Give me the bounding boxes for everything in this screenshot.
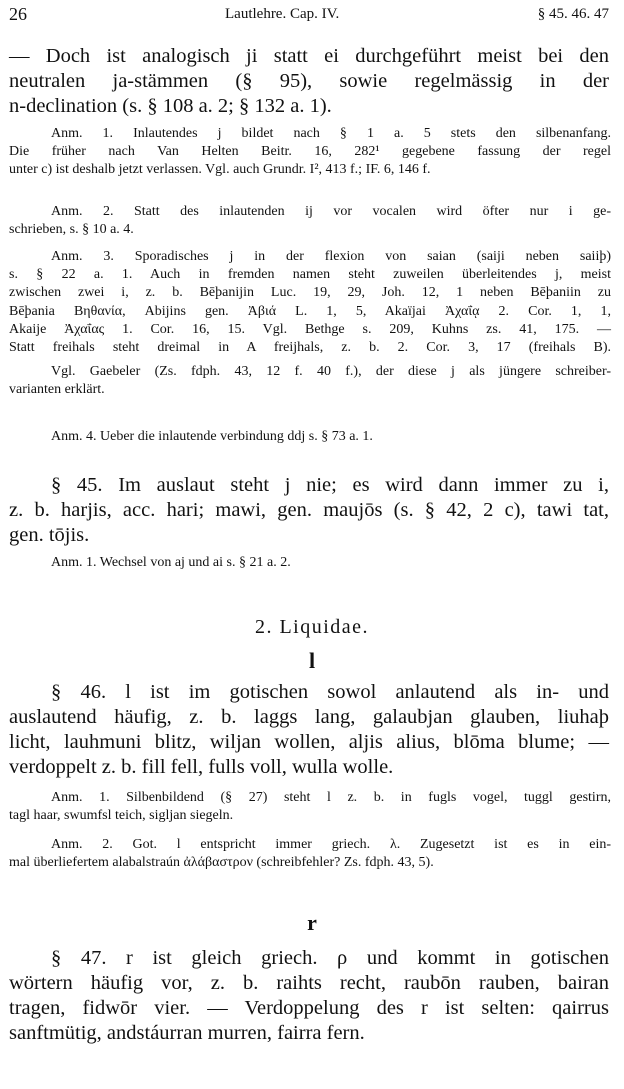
note-line: Anm. 4. Ueber die inlautende verbindung ddj s. § 73 a. 1. (51, 429, 373, 444)
text-line: z. b. harjis, acc. hari; mawi, gen. maujōs (s. § 42, 2 c), tawi tat, (9, 499, 609, 521)
note-line: Anm. 1. Silbenbildend (§ 27) steht l z. b. in fugls vogel, tuggl gestirn, (51, 790, 611, 805)
note-line: Bēþania Βηθανία, Abijins gen. Ἀβιά L. 1, 5, Akaïjai Ἀχαΐᾳ 2. Cor. 1, 1, (9, 303, 611, 319)
running-title: Lautlehre. Cap. IV. (225, 6, 340, 22)
text-line: neutralen ja-stämmen (§ 95), sowie regelmässig in der (9, 70, 609, 92)
section-47 (9, 946, 609, 1046)
text-line: — Doch ist analogisch ji statt ei durchgeführt meist bei den (9, 45, 609, 67)
note-line: varianten erklärt. (9, 382, 105, 398)
running-header (9, 4, 615, 28)
text-line: verdoppelt z. b. fill fell, fulls voll, wulla wolle. (9, 756, 394, 778)
note-line: Statt freihals steht dreimal in A freijhals, z. b. 2. Cor. 3, 17 (freihals B). (9, 340, 611, 356)
text-line: § 47. r ist gleich griech. ρ und kommt in gotischen (51, 947, 609, 969)
note-line: Anm. 2. Statt des inlautenden ij vor vocalen wird öfter nur i ge- (51, 204, 611, 219)
note-line: tagl haar, swumfsl teich, sigljan siegeln. (9, 808, 234, 824)
section-46-anm-1 (9, 789, 611, 825)
section-46 (9, 680, 609, 780)
anm-4 (9, 428, 611, 446)
section-45-anm-1 (9, 554, 611, 572)
text-line: sanftmütig, andstáurran murren, fairra fern. (9, 1022, 365, 1044)
text-line: § 46. l ist im gotischen sowol anlautend als in- und (51, 681, 609, 703)
section-46-anm-2 (9, 836, 611, 872)
text-line: auslautend häufig, z. b. laggs lang, galaubjan glauben, liuhaþ (9, 706, 609, 728)
note-line: Akaije Ἀχαΐας 1. Cor. 16, 15. Vgl. Bethge s. 209, Kuhns zs. 41, 175. — (9, 321, 611, 337)
text-line: tragen, fidwōr vier. — Verdoppelung des r ist selten: qairrus (9, 997, 609, 1019)
heading-l: l (308, 648, 316, 673)
intro-paragraph (9, 44, 609, 119)
text-line: wörtern häufig vor, z. b. raihts recht, raubōn rauben, bairan (9, 972, 609, 994)
note-line: s. § 22 a. 1. Auch in fremden namen steht zuweilen überleitendes j, meist (9, 267, 611, 283)
heading-liquidae: 2. Liquidae. (254, 616, 370, 638)
note-line: schrieben, s. § 10 a. 4. (9, 222, 134, 238)
note-line: Anm. 2. Got. l entspricht immer griech. λ. Zugesetzt ist es in ein- (51, 837, 611, 852)
text-line: licht, lauhmuni blitz, wiljan wollen, aljis alius, blōma blume; — (9, 731, 609, 753)
anm-2 (9, 203, 611, 239)
note-line: Die früher nach Van Helten Beitr. 16, 282¹ gegebene fassung der regel (9, 144, 611, 160)
heading-r: r (307, 910, 317, 935)
note-line: Anm. 1. Wechsel von aj und ai s. § 21 a. 2. (51, 555, 291, 570)
text-line: gen. tōjis. (9, 524, 90, 546)
note-line: Anm. 3. Sporadisches j in der flexion von saian (saiji neben saiiþ) (51, 249, 611, 264)
note-line: mal überliefertem alabalstraún ἀλάβαστρον (schreibfehler? Zs. fdph. 43, 5). (9, 855, 434, 871)
section-45 (9, 473, 609, 548)
anm-1 (9, 125, 611, 180)
section-range: § 45. 46. 47 (537, 6, 609, 22)
note-line: Anm. 1. Inlautendes j bildet nach § 1 a. 5 stets den silbenanfang. (51, 126, 611, 141)
text-line: n-declination (s. § 108 a. 2; § 132 a. 1). (9, 95, 332, 117)
note-line: unter c) ist deshalb jetzt verlassen. Vgl. auch Grundr. I², 413 f.; IF. 6, 146 f. (9, 162, 431, 178)
note-line: zwischen zwei i, z. b. Bēþanijin Luc. 19, 29, Joh. 12, 1 neben Bēþaniin zu (9, 285, 611, 301)
text-line: § 45. Im auslaut steht j nie; es wird dann immer zu i, (51, 474, 609, 496)
page-number: 26 (9, 4, 27, 24)
note-line: Vgl. Gaebeler (Zs. fdph. 43, 12 f. 40 f.), der diese j als jüngere schreiber- (51, 364, 611, 380)
anm-3 (9, 248, 611, 400)
